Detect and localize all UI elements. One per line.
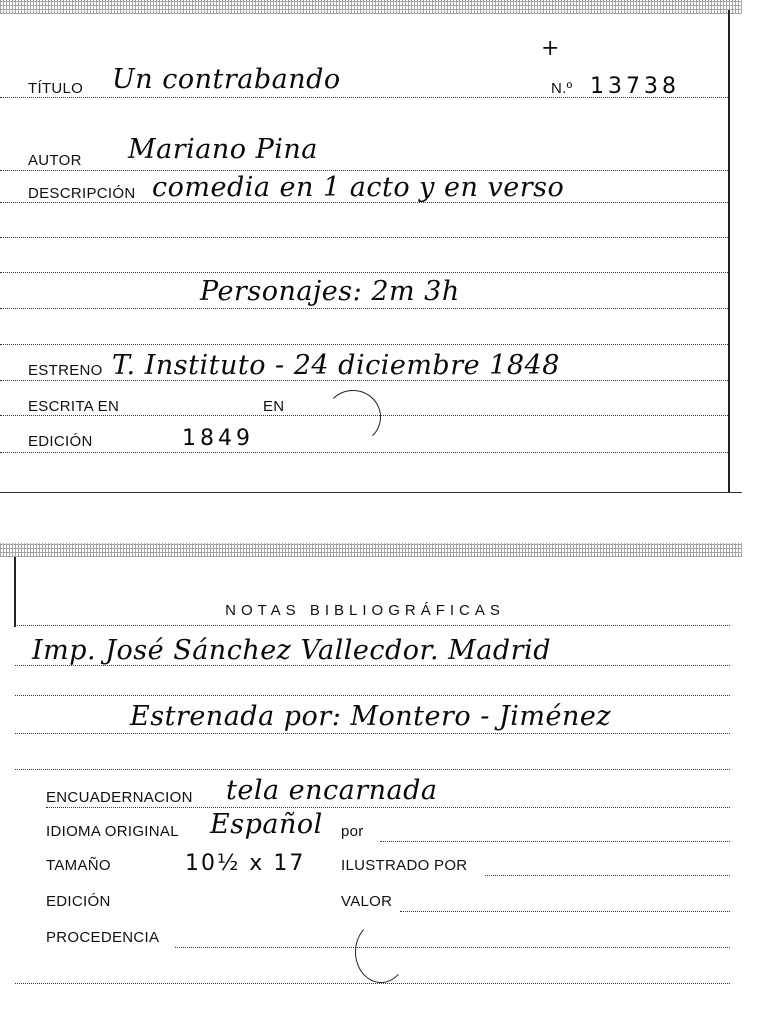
rule <box>0 380 730 381</box>
card-top-edge <box>0 543 742 557</box>
encuadernacion-label: ENCUADERNACION <box>46 789 193 806</box>
descripcion-value: comedia en 1 acto y en verso <box>152 172 565 203</box>
rule <box>0 452 730 453</box>
stamp-circle <box>355 921 407 983</box>
rule <box>15 695 730 696</box>
nota-imprenta: Imp. José Sánchez Vallecdor. Madrid <box>32 635 551 666</box>
numero-label: N.º <box>551 80 573 97</box>
titulo-label: TÍTULO <box>28 80 84 97</box>
edicion-label: EDICIÓN <box>28 433 93 450</box>
rule <box>400 911 730 912</box>
edicion-value: 1849 <box>182 426 254 451</box>
tamano-value: 10½ x 17 <box>185 851 306 876</box>
card-top-edge <box>0 0 742 14</box>
numero-value: 13738 <box>590 74 680 99</box>
edicion2-label: EDICIÓN <box>46 893 111 910</box>
idioma-label: IDIOMA ORIGINAL <box>46 823 179 840</box>
rule <box>15 665 730 666</box>
rule <box>15 733 730 734</box>
catalog-card-front <box>0 0 742 492</box>
por-label: por <box>341 823 364 840</box>
estreno-label: ESTRENO <box>28 362 103 379</box>
autor-label: AUTOR <box>28 152 82 169</box>
estreno-value: T. Instituto - 24 diciembre 1848 <box>112 350 560 381</box>
rule <box>0 344 730 345</box>
rule <box>0 415 730 416</box>
rule <box>0 202 730 203</box>
autor-value: Mariano Pina <box>128 134 318 165</box>
rule <box>380 841 730 842</box>
rule <box>15 625 730 626</box>
encuadernacion-value: tela encarnada <box>226 775 438 806</box>
procedencia-label: PROCEDENCIA <box>46 929 160 946</box>
tamano-label: TAMAÑO <box>46 857 111 874</box>
card-separator <box>0 492 742 493</box>
idioma-value: Español <box>210 809 323 840</box>
rule <box>15 983 730 984</box>
descripcion-label: DESCRIPCIÓN <box>28 185 136 202</box>
rule <box>0 272 730 273</box>
ilustrado-label: ILUSTRADO POR <box>341 857 468 874</box>
catalog-card-back <box>0 543 742 1018</box>
rule <box>15 769 730 770</box>
card-right-border <box>728 10 730 492</box>
en-label: EN <box>263 398 285 415</box>
valor-label: VALOR <box>341 893 393 910</box>
titulo-value: Un contrabando <box>112 64 341 95</box>
rule <box>485 875 730 876</box>
personajes-value: Personajes: 2m 3h <box>200 276 460 307</box>
notas-heading: NOTAS BIBLIOGRÁFICAS <box>225 602 505 619</box>
rule <box>0 237 730 238</box>
rule <box>0 97 730 98</box>
rule <box>46 807 730 808</box>
stamp-circle <box>325 390 381 444</box>
escrita-en-label: ESCRITA EN <box>28 398 120 415</box>
rule <box>0 308 730 309</box>
cross-mark: + <box>541 36 560 61</box>
nota-estrenada: Estrenada por: Montero - Jiménez <box>130 701 612 732</box>
rule <box>0 170 730 171</box>
rule <box>175 947 730 948</box>
